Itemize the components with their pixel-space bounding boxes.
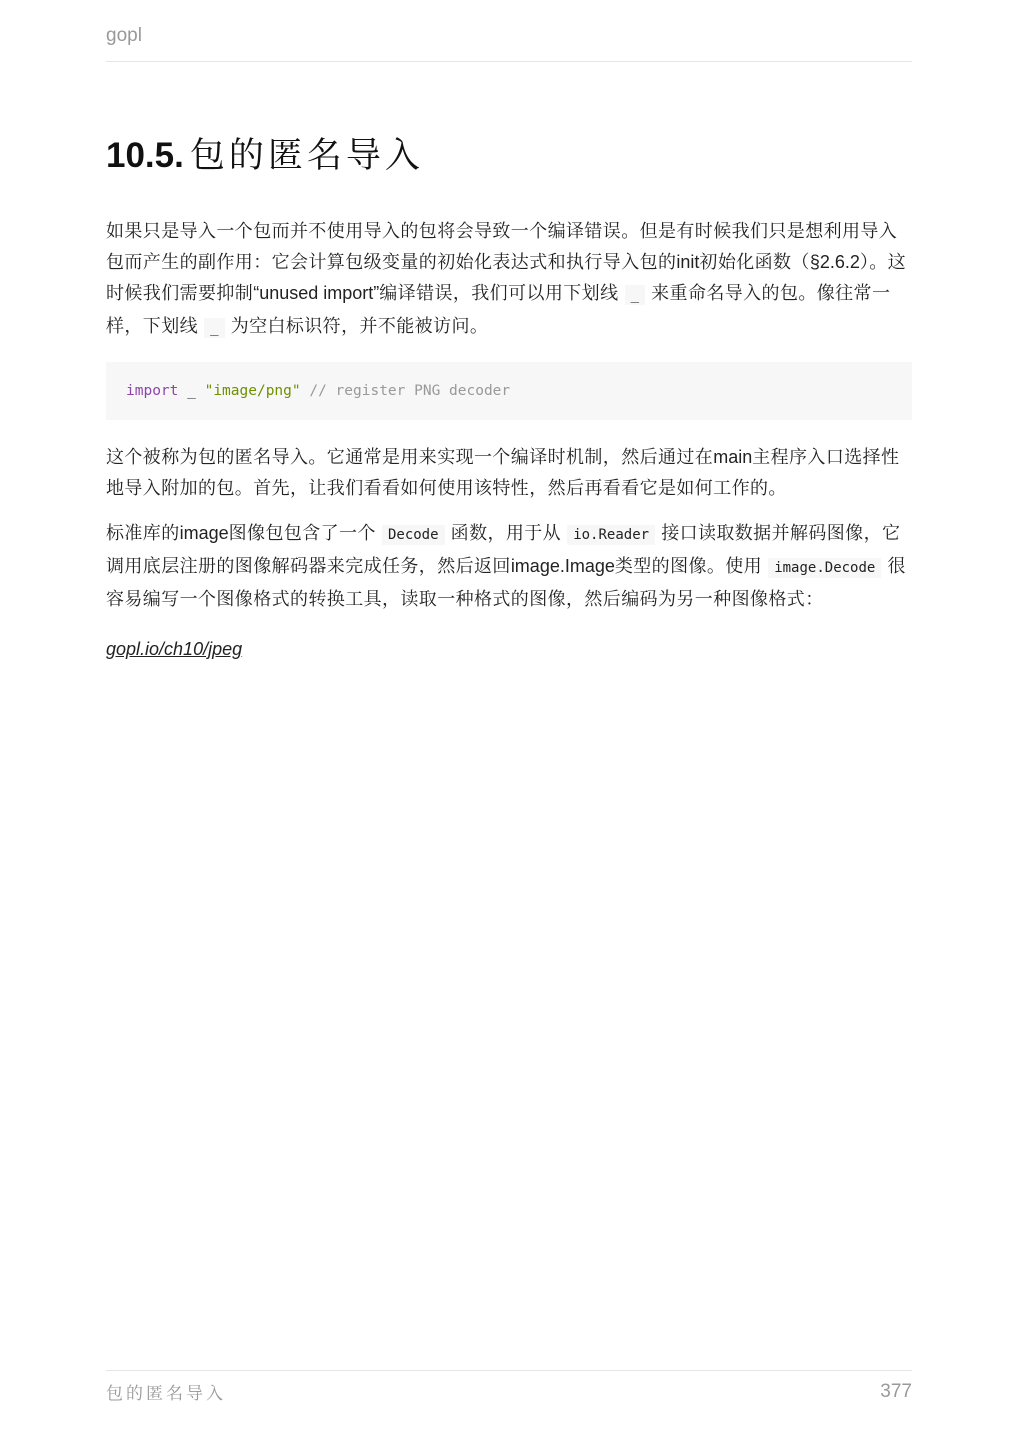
text-run: 编译错误，我们可以用下划线 <box>379 283 619 304</box>
inline-code: _ <box>625 285 645 305</box>
paragraph-intro <box>106 216 912 344</box>
page-content <box>106 128 912 660</box>
text-run: “unused import” <box>253 283 380 303</box>
text-run: 如果只是导入一个包而并不使用导入的包将会导致一个编译错误。但是有时候我们只是想利用导入包而产生的副作用：它会计算包级变量的初始化表达式和执行导入包的 <box>106 221 898 273</box>
code-string: "image/png" <box>204 383 301 399</box>
code-block <box>106 362 912 420</box>
book-title: gopl <box>106 25 142 46</box>
page-header <box>106 22 912 62</box>
text-run: 来重命名导入的包。像往常一样，下划线 <box>106 283 891 337</box>
text-run: 函数，用于从 <box>450 523 562 544</box>
inline-code: io.Reader <box>567 525 655 545</box>
footer-section-title: 包的匿名导入 <box>106 1384 226 1404</box>
section-number: 10.5. <box>106 136 184 175</box>
code-comment: // register PNG decoder <box>309 383 511 399</box>
text-run: 标准库的 <box>106 523 180 544</box>
text-run: ）。这时候我们需要抑制 <box>106 252 907 304</box>
inline-code: image.Decode <box>768 558 881 578</box>
code-identifier: _ <box>187 383 196 399</box>
section-heading <box>106 128 912 184</box>
text-run: main <box>713 447 753 467</box>
text-run: 图像包包含了一个 <box>228 523 376 544</box>
text-run: 很容易编写一个图像格式的转换工具，读取一种格式的图像，然后编码为另一种图像格式： <box>106 556 906 610</box>
page-number: 377 <box>880 1380 912 1402</box>
section-title: 包的匿名导入 <box>189 136 424 176</box>
section-reference: §2.6.2 <box>809 252 860 272</box>
text-run: 这个被称为包的匿名导入。它通常是用来实现一个编译时机制，然后通过在 <box>106 447 714 468</box>
inline-code: Decode <box>382 525 445 545</box>
text-run: init <box>676 252 700 272</box>
inline-code: _ <box>204 318 224 338</box>
text-run: 主程序入口选择性地导入附加的包。首先，让我们看看如何使用该特性，然后再看看它是如何工作的。 <box>106 447 900 499</box>
text-run: image <box>179 523 229 543</box>
text-run: 初始化函数（ <box>699 252 810 273</box>
text-run: 接口读取数据并解码图像，它调用底层注册的图像解码器来完成任务，然后返回 <box>106 523 901 577</box>
code-keyword: import <box>126 383 179 399</box>
text-run: 类型的图像。使用 <box>614 556 763 577</box>
text-run: 为空白标识符，并不能被访问。 <box>230 316 489 337</box>
example-link[interactable]: gopl.io/ch10/jpeg <box>106 639 243 659</box>
page-footer <box>106 1370 912 1404</box>
text-run: image.Image <box>510 556 615 576</box>
paragraph-explanation <box>106 442 912 504</box>
paragraph-image-package <box>106 518 912 615</box>
